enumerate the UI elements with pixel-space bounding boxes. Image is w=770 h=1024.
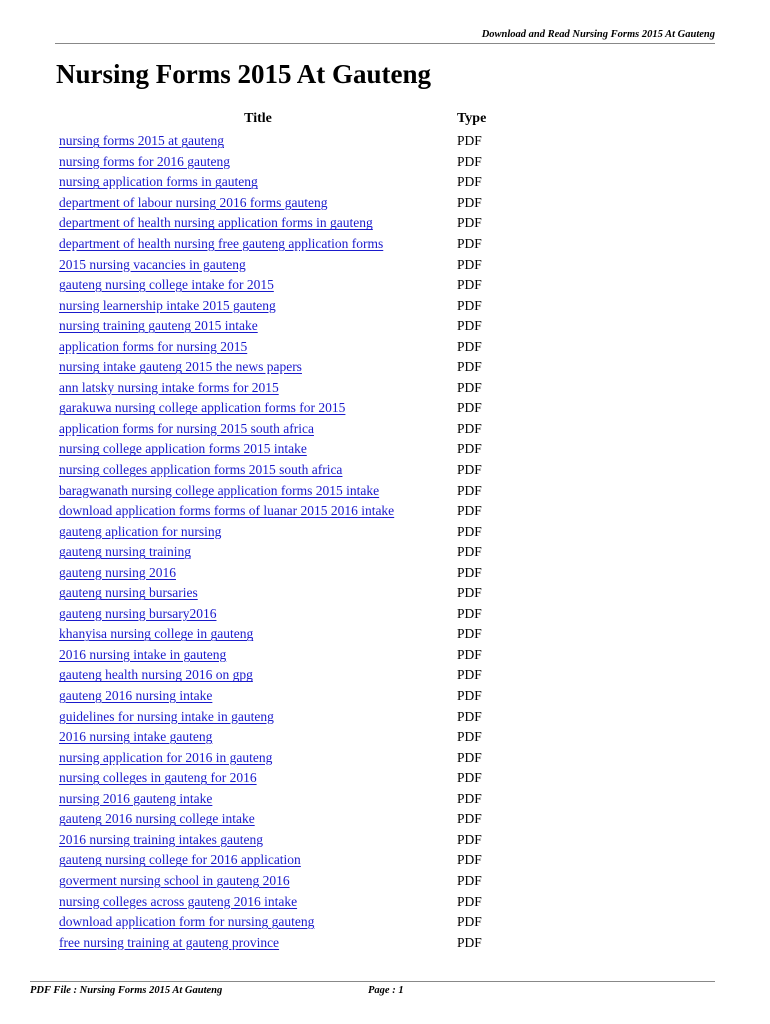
document-link[interactable]: nursing learnership intake 2015 gauteng xyxy=(59,297,276,313)
document-link[interactable]: 2016 nursing intake gauteng xyxy=(59,729,213,745)
table-row xyxy=(59,460,519,481)
table-row xyxy=(59,336,519,357)
document-link[interactable]: gauteng nursing 2016 xyxy=(59,564,176,580)
table-header xyxy=(59,111,519,131)
document-type: PDF xyxy=(457,236,482,251)
document-link[interactable]: 2015 nursing vacancies in gauteng xyxy=(59,256,246,272)
document-type: PDF xyxy=(457,482,482,498)
table-row xyxy=(59,727,519,748)
table-row xyxy=(59,419,519,440)
document-link[interactable]: nursing college application forms 2015 intake xyxy=(59,441,307,457)
document-link[interactable]: download application form for nursing gauteng xyxy=(59,914,315,930)
document-link[interactable]: download application forms forms of luanar 2015 2016 intake xyxy=(59,503,395,519)
document-type: PDF xyxy=(457,523,482,539)
document-type: PDF xyxy=(457,831,482,847)
document-link[interactable]: garakuwa nursing college application forms for 2015 xyxy=(59,400,346,416)
column-header-type: Type xyxy=(457,111,487,126)
document-link[interactable]: gauteng health nursing 2016 on gpg xyxy=(59,667,253,683)
table-row xyxy=(59,562,519,583)
document-type: PDF xyxy=(457,790,482,806)
document-link[interactable]: nursing colleges across gauteng 2016 intake xyxy=(59,893,298,909)
table-row xyxy=(59,193,519,214)
document-link[interactable]: khanyisa nursing college in gauteng xyxy=(59,626,254,642)
document-link[interactable]: application forms for nursing 2015 south africa xyxy=(59,420,314,436)
document-link[interactable]: nursing application forms in gauteng xyxy=(59,174,258,190)
table-row xyxy=(59,152,519,173)
document-link[interactable]: department of health nursing application forms in gauteng xyxy=(59,215,373,231)
document-type: PDF xyxy=(457,585,482,601)
document-type: PDF xyxy=(457,544,482,560)
header-divider xyxy=(55,43,715,44)
running-header: Download and Read Nursing Forms 2015 At Gauteng xyxy=(481,29,715,40)
document-type: PDF xyxy=(457,852,482,868)
document-type: PDF xyxy=(457,277,482,293)
document-type: PDF xyxy=(457,708,482,724)
table-row xyxy=(59,316,519,337)
document-link[interactable]: gauteng nursing bursary2016 xyxy=(59,605,217,621)
document-type: PDF xyxy=(457,256,482,272)
table-row xyxy=(59,665,519,686)
document-type: PDF xyxy=(457,133,482,149)
document-link[interactable]: nursing training gauteng 2015 intake xyxy=(59,318,258,334)
document-type: PDF xyxy=(457,153,482,169)
document-type: PDF xyxy=(457,770,482,786)
document-link[interactable]: department of labour nursing 2016 forms gauteng xyxy=(59,194,328,210)
table-row xyxy=(59,624,519,645)
table-row xyxy=(59,501,519,522)
document-type: PDF xyxy=(457,400,482,416)
table-row xyxy=(59,747,519,768)
document-type: PDF xyxy=(457,420,482,436)
footer-file-label: PDF File : Nursing Forms 2015 At Gauteng xyxy=(30,985,223,996)
document-type: PDF xyxy=(457,462,482,478)
document-link[interactable]: application forms for nursing 2015 xyxy=(59,338,248,354)
table-row xyxy=(59,912,519,933)
document-type: PDF xyxy=(457,318,482,334)
column-header-title: Title xyxy=(244,111,272,126)
table-row xyxy=(59,398,519,419)
document-type: PDF xyxy=(457,811,482,827)
table-row xyxy=(59,295,519,316)
document-type: PDF xyxy=(457,503,482,519)
document-link[interactable]: gauteng nursing bursaries xyxy=(59,585,198,601)
document-link[interactable]: gauteng nursing college intake for 2015 xyxy=(59,277,274,293)
document-link[interactable]: 2016 nursing intake in gauteng xyxy=(59,646,227,662)
document-link[interactable]: gauteng nursing training xyxy=(59,544,191,560)
document-link[interactable]: 2016 nursing training intakes gauteng xyxy=(59,831,263,847)
document-type: PDF xyxy=(457,914,482,930)
page-title: Nursing Forms 2015 At Gauteng xyxy=(56,59,432,89)
document-type: PDF xyxy=(457,626,482,642)
document-link[interactable]: free nursing training at gauteng province xyxy=(59,934,280,950)
document-type: PDF xyxy=(457,688,482,704)
table-row xyxy=(59,583,519,604)
document-type: PDF xyxy=(457,215,482,231)
document-type: PDF xyxy=(457,667,482,683)
document-link[interactable]: nursing forms for 2016 gauteng xyxy=(59,153,230,169)
document-type: PDF xyxy=(457,194,482,210)
table-row xyxy=(59,830,519,851)
table-row xyxy=(59,378,519,399)
footer-page-number: Page : 1 xyxy=(368,985,404,996)
document-link[interactable]: gauteng 2016 nursing intake xyxy=(59,688,213,704)
document-type: PDF xyxy=(457,564,482,580)
table-row xyxy=(59,275,519,296)
table-row xyxy=(59,357,519,378)
table-row xyxy=(59,850,519,871)
table-row xyxy=(59,932,519,953)
document-type: PDF xyxy=(457,379,482,395)
table-row xyxy=(59,542,519,563)
table-body xyxy=(59,131,519,953)
document-link[interactable]: nursing 2016 gauteng intake xyxy=(59,790,213,806)
table-row xyxy=(59,131,519,152)
document-link[interactable]: nursing forms 2015 at gauteng xyxy=(59,133,224,149)
document-link[interactable]: guidelines for nursing intake in gauteng xyxy=(59,708,274,724)
document-link[interactable]: nursing intake gauteng 2015 the news papers xyxy=(59,359,302,375)
table-row xyxy=(59,686,519,707)
table-row xyxy=(59,891,519,912)
document-link[interactable]: department of health nursing free gauteng application forms xyxy=(59,236,384,251)
document-link[interactable]: gauteng 2016 nursing college intake xyxy=(59,811,255,827)
table-row xyxy=(59,521,519,542)
document-type: PDF xyxy=(457,359,482,375)
document-link[interactable]: baragwanath nursing college application forms 2015 intake xyxy=(59,482,380,498)
table-row xyxy=(59,871,519,892)
table-row xyxy=(59,234,519,255)
document-type: PDF xyxy=(457,605,482,621)
document-link[interactable]: nursing colleges in gauteng for 2016 xyxy=(59,770,257,786)
document-type: PDF xyxy=(457,441,482,457)
document-link[interactable]: ann latsky nursing intake forms for 2015 xyxy=(59,379,279,395)
table-row xyxy=(59,706,519,727)
document-link[interactable]: nursing colleges application forms 2015 south africa xyxy=(59,462,343,478)
document-type: PDF xyxy=(457,646,482,662)
table-row xyxy=(59,604,519,625)
table-row xyxy=(59,213,519,234)
table-row xyxy=(59,645,519,666)
table-row xyxy=(59,172,519,193)
table-row xyxy=(59,768,519,789)
table-row xyxy=(59,439,519,460)
document-link[interactable]: gauteng aplication for nursing xyxy=(59,523,222,539)
document-type: PDF xyxy=(457,174,482,190)
document-type: PDF xyxy=(457,297,482,313)
document-type: PDF xyxy=(457,934,482,950)
document-link[interactable]: nursing application for 2016 in gauteng xyxy=(59,749,273,765)
footer-divider xyxy=(30,981,715,982)
document-table xyxy=(59,111,519,953)
document-link[interactable]: goverment nursing school in gauteng 2016 xyxy=(59,872,290,888)
table-row xyxy=(59,789,519,810)
document-link[interactable]: gauteng nursing college for 2016 application xyxy=(59,852,301,868)
document-type: PDF xyxy=(457,729,482,745)
document-type: PDF xyxy=(457,338,482,354)
document-type: PDF xyxy=(457,749,482,765)
table-row xyxy=(59,809,519,830)
document-type: PDF xyxy=(457,872,482,888)
document-type: PDF xyxy=(457,893,482,909)
table-row xyxy=(59,254,519,275)
table-row xyxy=(59,480,519,501)
